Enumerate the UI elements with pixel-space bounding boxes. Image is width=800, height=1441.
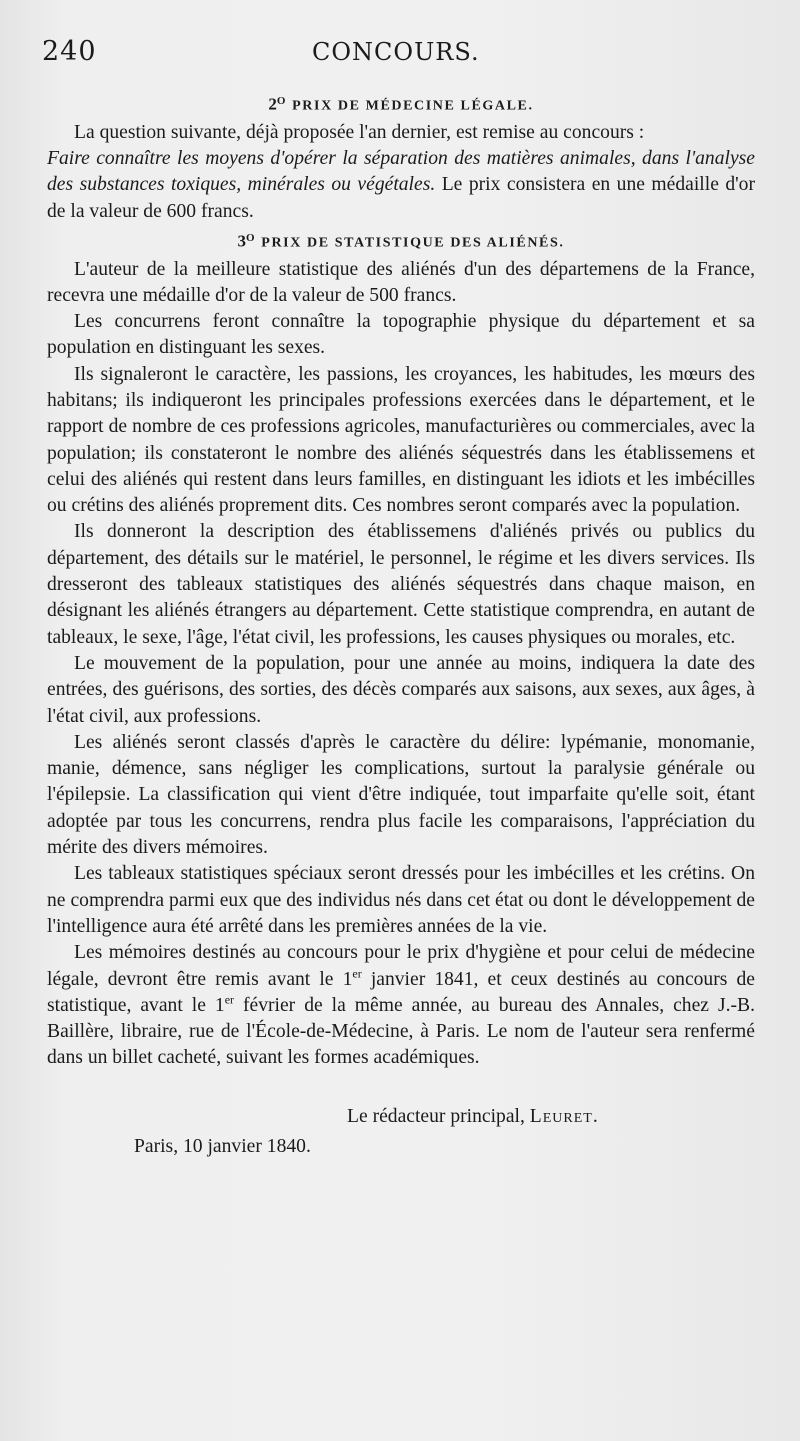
section-3-paragraph: Ils signaleront le caractère, les passions, les croyances, les habitudes, les mœurs des habitans; ils indiqueront les principales professions exercées dans le département, et le rapport de nombre de ces professions agricoles, manufacturières ou commerciales, avec la population; ils constateront le nombre des aliénés séquestrés dans les établissemens et celui des aliénés qui restent dans leurs familles, en distinguant les idiots et les imbécilles ou crétins des aliénés proprement dits. Ces nombres seront comparés avec la population. (47, 363, 755, 517)
section-3-ordinal: O (246, 231, 257, 244)
section-2-heading (47, 88, 755, 120)
signature (47, 1104, 755, 1130)
section-3-paragraph: Le mouvement de la population, pour une année au moins, indiquera la date des entrées, des guérisons, des sorties, des décès comparés aux saisons, aux sexes, aux âges, à l'état civil, aux professions. (47, 652, 755, 727)
section-3-paragraph: Ils donneront la description des établissemens d'aliénés privés ou publics du département, des détails sur le matériel, le personnel, le régime et les divers services. Ils dresseront des tableaux statistiques des aliénés séquestrés dans chaque maison, en désignant les aliénés étrangers au département. Cette statistique comprendra, en autant de tableaux, le sexe, l'âge, l'état civil, les professions, les causes physiques ou morales, etc. (47, 521, 755, 648)
section-3-paragraph: Les aliénés seront classés d'après le caractère du délire: lypémanie, monomanie, manie, démence, sans négliger les complications, surtout la paralysie générale ou l'épilepsie. La classification qui vient d'être indiquée, tout imparfaite qu'elle soit, étant adoptée par tous les concurrens, rendra plus facile les comparaisons, l'appréciation du mérite des divers mémoires. (47, 731, 755, 859)
section-2-ordinal: O (276, 95, 288, 107)
section-3-paragraph: Les tableaux statistiques spéciaux seront dressés pour les imbécilles et les crétins. On ne comprendra parmi eux que des individus nés dans cet état ou dont le développement de l'intelligence aura été arrêté dans les premières années de la vie. (47, 863, 755, 937)
signature-role: Le rédacteur principal, (347, 1105, 525, 1127)
section-2-intro: La question suivante, déjà proposée l'an dernier, est remise au concours : (74, 121, 645, 143)
closing-part-3: février de la même année, au bureau des Annales, chez J.-B. Baillère, libraire, rue de l'École-de-Médecine, à Paris. Le nom de l'auteur sera renfermé dans un billet cacheté, suivant les formes académiques. (47, 994, 756, 1069)
running-title: CONCOURS. (312, 38, 480, 66)
body-text (47, 88, 755, 1160)
signature-name: Leuret. (529, 1105, 599, 1127)
section-2-title: PRIX DE MÉDECINE LÉGALE. (292, 98, 534, 114)
section-2-number: 2 (268, 94, 277, 114)
section-2-question: Faire connaître les moyens d'opérer la séparation des matières animales, dans l'analyse des substances toxiques, minérales ou végétales. (47, 147, 755, 196)
section-3-title: PRIX DE STATISTIQUE DES ALIÉNÉS. (261, 235, 565, 251)
section-3-paragraph: Les concurrens feront connaître la topographie physique du département et sa population en distinguant les sexes. (47, 311, 755, 359)
section-2-prize: Le prix consistera en une médaille d'or de la valeur de 600 francs. (47, 174, 756, 222)
closing-part-2: janvier 1841, et ceux destinés au concours de statistique, avant le 1 (47, 968, 755, 1016)
section-3-heading (47, 225, 755, 257)
closing-part-1: Les mémoires destinés au concours pour le prix d'hygiène et pour celui de médecine légale, devront être remis avant le 1 (47, 942, 755, 990)
page-number: 240 (42, 36, 97, 67)
closing-ordinal-2: er (224, 992, 235, 1007)
running-head (42, 36, 762, 72)
closing-paragraph (47, 940, 755, 1071)
dateline: Paris, 10 janvier 1840. (134, 1136, 311, 1157)
section-3-paragraph: L'auteur de la meilleure statistique des aliénés d'un des départemens de la France, recevra une médaille d'or de la valeur de 500 francs. (47, 258, 755, 306)
section-3-number: 3 (237, 231, 247, 251)
closing-ordinal-1: er (352, 965, 362, 980)
section-2-question-paragraph (47, 146, 755, 225)
